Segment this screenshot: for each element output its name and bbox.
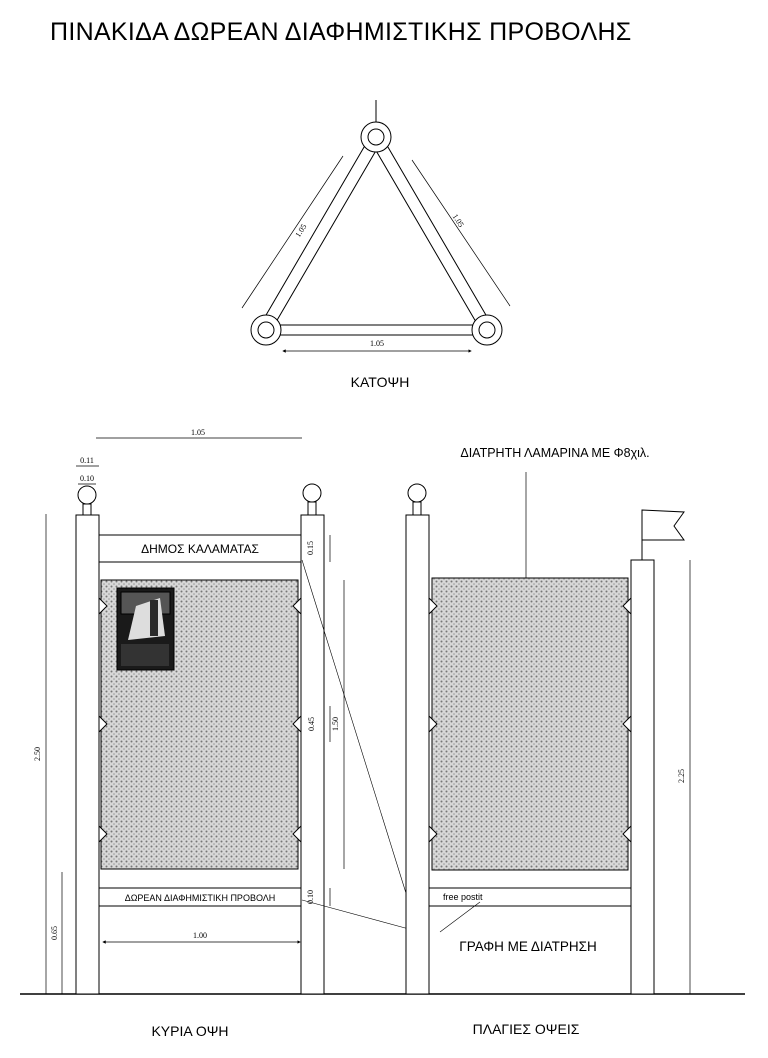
- side-caption: ΠΛΑΓΙΕΣ ΟΨΕΙΣ: [472, 1021, 580, 1037]
- side-dim-height-label: 2.25: [677, 769, 686, 783]
- front-dim-footer-label: 0.10: [306, 890, 315, 904]
- plan-dim-right-label: 1.05: [450, 212, 466, 229]
- plan-dim-left-label: 1.05: [293, 222, 309, 239]
- engraving-note: ΓΡΑΦΗ ΜΕ ΔΙΑΤΡΗΣΗ: [459, 939, 597, 954]
- plan-dim-left-line: [242, 156, 343, 308]
- front-dim-total-height-label: 2.50: [33, 747, 42, 761]
- front-dim-clip-label: 0.45: [307, 717, 316, 731]
- front-dim-top-width-label: 1.05: [191, 428, 205, 437]
- plan-dim-right-line: [412, 160, 510, 306]
- plan-caption: ΚΑΤΟΨΗ: [350, 374, 410, 390]
- front-left-post: [76, 515, 99, 994]
- front-dim-ball-outer-label: 0.11: [80, 456, 94, 465]
- plan-post-left: [251, 315, 281, 345]
- plan-post-right: [472, 315, 502, 345]
- side-elevation: [406, 472, 690, 994]
- perforated-note: ΔΙΑΤΡΗΤΗ ΛΑΜΑΡΙΝΑ ΜΕ Φ8χιλ.: [460, 446, 650, 460]
- front-right-post: [301, 515, 324, 994]
- drawing-title: ΠΙΝΑΚΙΔΑ ΔΩΡΕΑΝ ΔΙΑΦΗΜΙΣΤΙΚΗΣ ΠΡΟΒΟΛΗΣ: [50, 18, 632, 46]
- front-dim-bottom-height-label: 0.65: [50, 926, 59, 940]
- front-dim-bottom-width-label: 1.00: [193, 931, 207, 940]
- front-header-text: ΔΗΜΟΣ ΚΑΛΑΜΑΤΑΣ: [141, 542, 259, 556]
- front-dim-panel-label: 1.50: [331, 717, 340, 731]
- front-footer-text: ΔΩΡΕΑΝ ΔΙΑΦΗΜΙΣΤΙΚΗ ΠΡΟΒΟΛΗ: [124, 893, 276, 903]
- side-flag: [642, 510, 684, 560]
- front-dim-header-label: 0.15: [306, 541, 315, 555]
- front-caption: ΚΥΡΙΑ ΟΨΗ: [151, 1023, 229, 1039]
- side-left-finial: [408, 484, 426, 515]
- side-left-post: [406, 515, 429, 994]
- front-dim-ball-inner-label: 0.10: [80, 474, 94, 483]
- poster-image: [117, 588, 174, 670]
- side-footer-text: free postit: [443, 892, 483, 902]
- front-right-finial: [303, 484, 321, 515]
- plan-triangle-bars: [262, 142, 490, 335]
- front-left-finial: [78, 486, 96, 515]
- side-right-post: [631, 560, 654, 994]
- plan-view: [242, 100, 510, 351]
- plan-dim-base-label: 1.05: [370, 339, 384, 348]
- side-perforated-panel: [432, 578, 628, 870]
- plan-post-top: [361, 122, 391, 152]
